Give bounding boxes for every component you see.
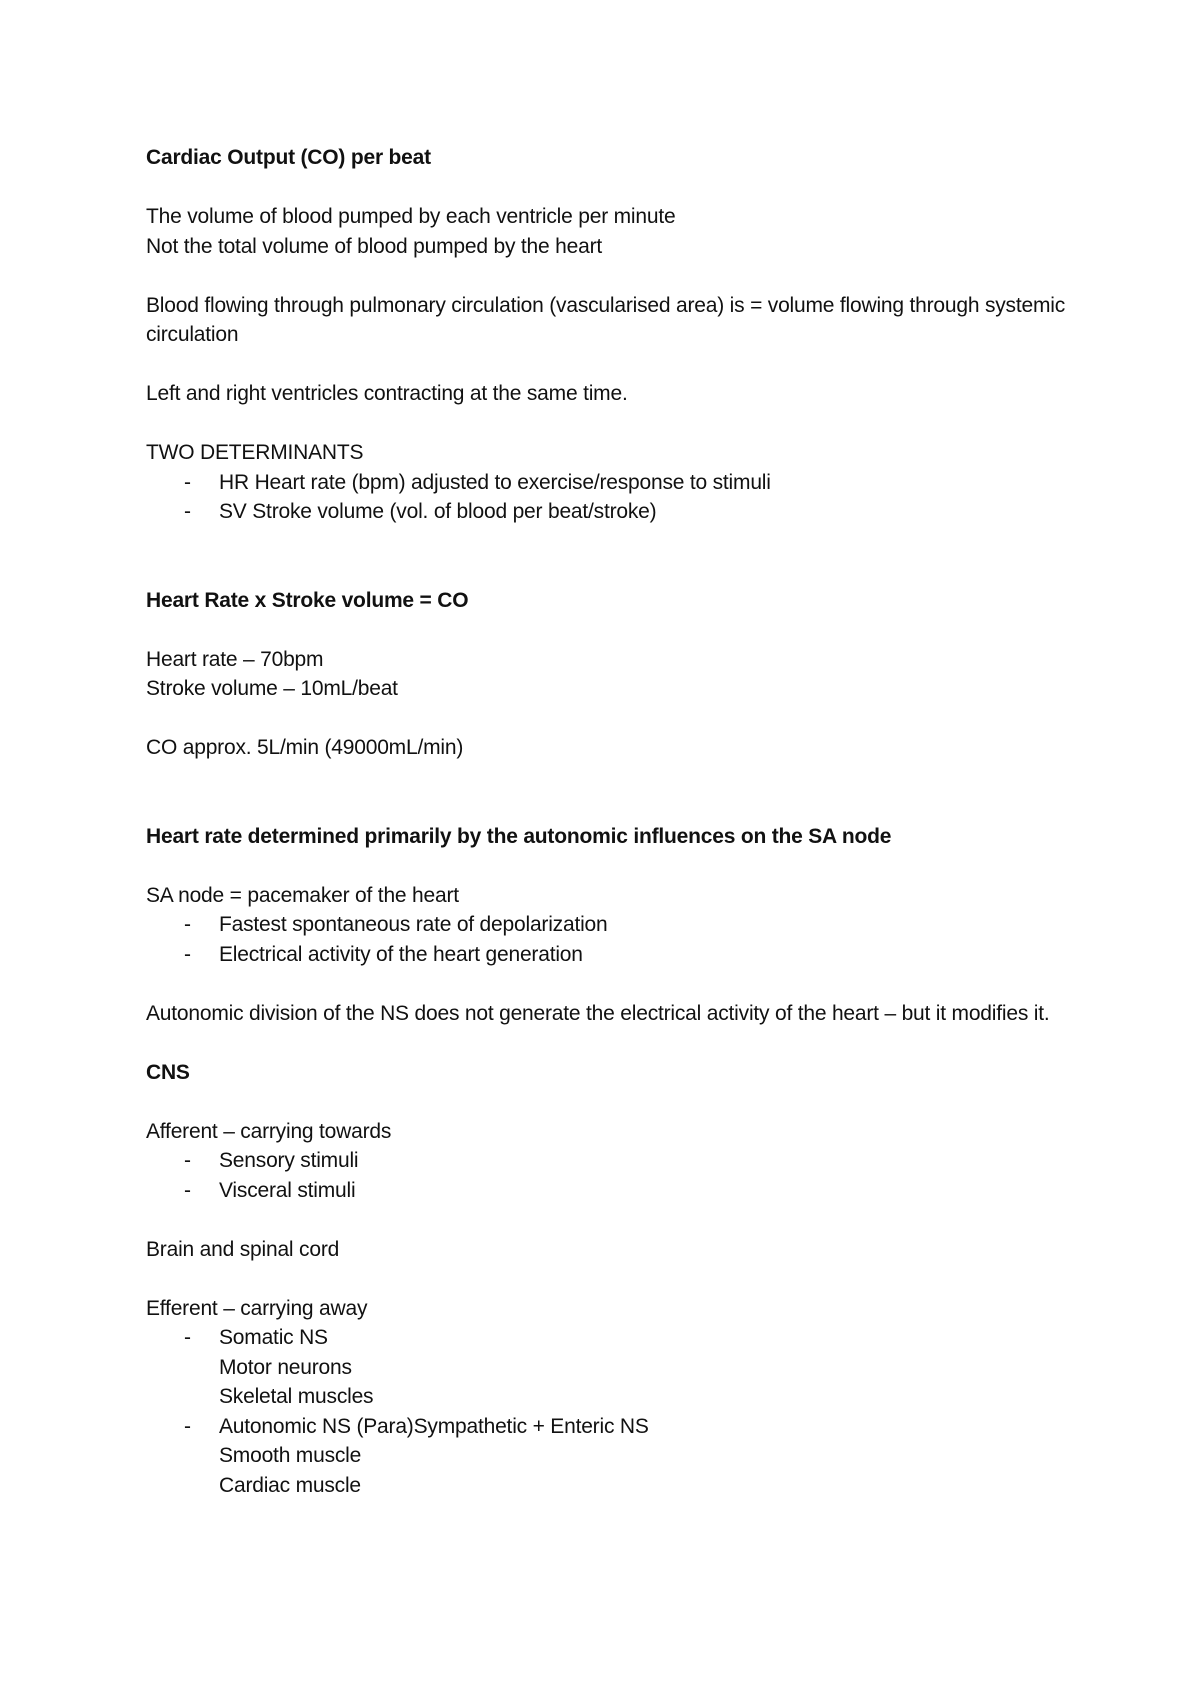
list-item: - Electrical activity of the heart generation bbox=[146, 940, 1076, 970]
list-item: - Somatic NS bbox=[146, 1323, 1076, 1353]
sa-node-line: SA node = pacemaker of the heart bbox=[146, 883, 459, 907]
sa-node-list bbox=[146, 910, 1076, 969]
determinants-list bbox=[146, 468, 1076, 527]
formula-heading: Heart Rate x Stroke volume = CO bbox=[146, 588, 469, 612]
co-definition-line-2: Not the total volume of blood pumped by the heart bbox=[146, 234, 602, 258]
list-item: Cardiac muscle bbox=[219, 1473, 361, 1497]
list-item: - HR Heart rate (bpm) adjusted to exercise/response to stimuli bbox=[146, 468, 1076, 498]
list-item: - Sensory stimuli bbox=[146, 1146, 1076, 1176]
blood-flow-paragraph: Blood flowing through pulmonary circulation (vascularised area) is = volume flowing through systemic circulation bbox=[146, 293, 1066, 346]
brain-spinal-line: Brain and spinal cord bbox=[146, 1237, 340, 1261]
list-item: - Autonomic NS (Para)Sympathetic + Enteric NS bbox=[146, 1412, 1076, 1442]
heading-cns: CNS bbox=[146, 1060, 190, 1084]
efferent-line: Efferent – carrying away bbox=[146, 1296, 368, 1320]
heading-cardiac-output: Cardiac Output (CO) per beat bbox=[146, 146, 431, 169]
list-item: Motor neurons bbox=[219, 1355, 352, 1379]
list-item: Smooth muscle bbox=[219, 1444, 362, 1467]
list-item: Skeletal muscles bbox=[219, 1385, 374, 1408]
heart-rate-value: Heart rate – 70bpm bbox=[146, 647, 324, 671]
ventricles-paragraph: Left and right ventricles contracting at the same time. bbox=[146, 382, 628, 405]
determinants-heading: TWO DETERMINANTS bbox=[146, 441, 364, 464]
list-item: - Visceral stimuli bbox=[146, 1176, 1076, 1206]
co-definition-line-1: The volume of blood pumped by each ventricle per minute bbox=[146, 205, 676, 228]
efferent-list bbox=[146, 1323, 1076, 1500]
list-item: - Fastest spontaneous rate of depolarization bbox=[146, 910, 1076, 940]
list-item: - SV Stroke volume (vol. of blood per beat/stroke) bbox=[146, 497, 1076, 527]
afferent-list bbox=[146, 1146, 1076, 1205]
autonomic-division-paragraph: Autonomic division of the NS does not generate the electrical activity of the heart – but it modifies it. bbox=[146, 1001, 1050, 1025]
afferent-line: Afferent – carrying towards bbox=[146, 1119, 392, 1143]
document-content bbox=[146, 143, 1076, 1500]
co-approx: CO approx. 5L/min (49000mL/min) bbox=[146, 736, 464, 759]
heading-heart-rate-determined: Heart rate determined primarily by the autonomic influences on the SA node bbox=[146, 824, 892, 848]
stroke-volume-value: Stroke volume – 10mL/beat bbox=[146, 677, 398, 700]
